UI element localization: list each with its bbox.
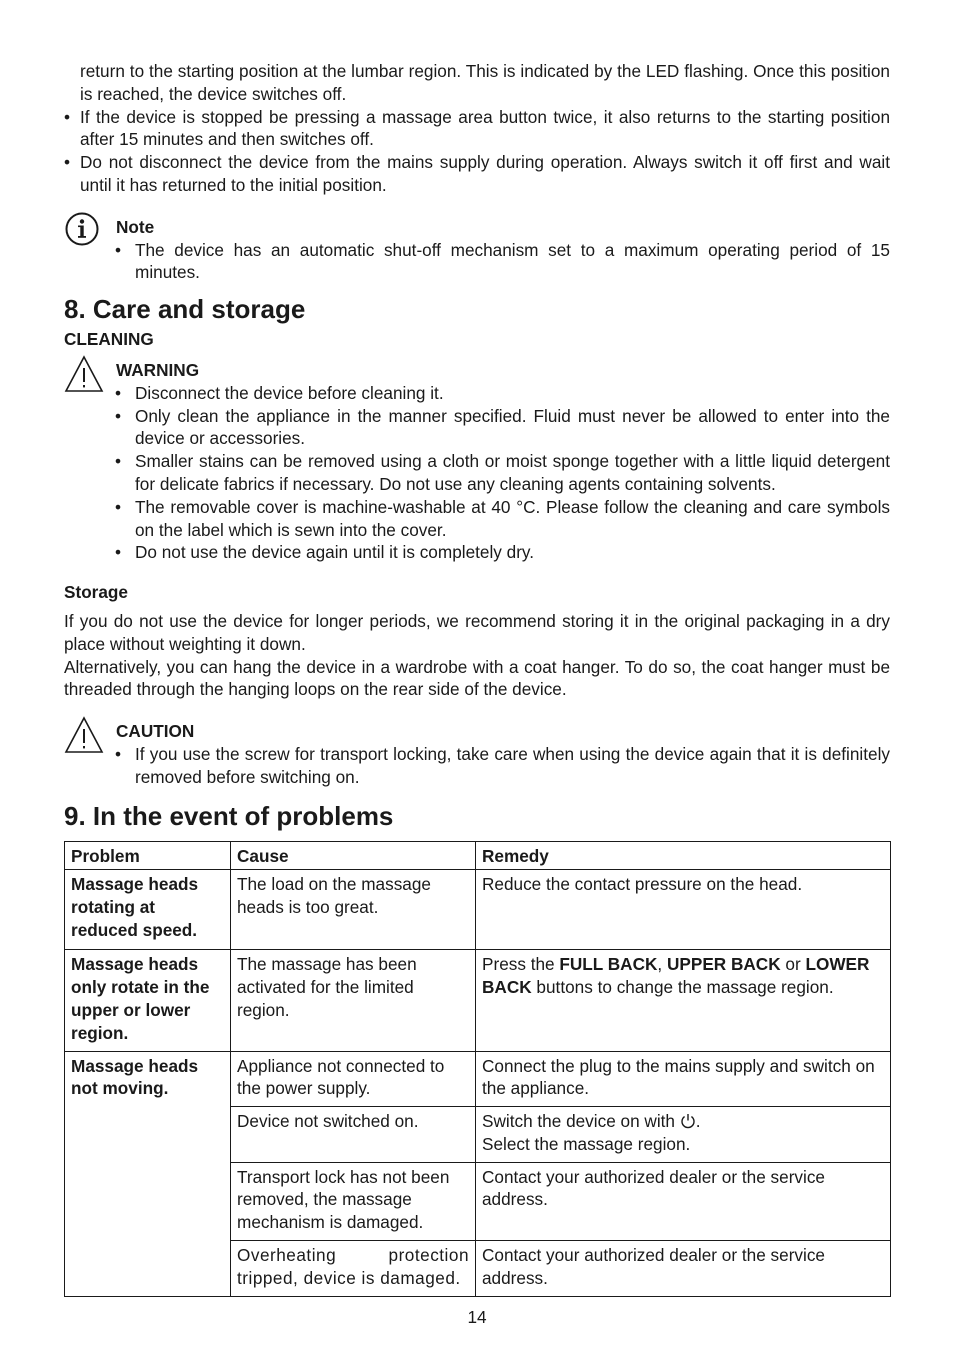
remedy-cell: Contact your authorized dealer or the service address. (476, 1241, 891, 1297)
storage-subheading: Storage (64, 582, 128, 603)
remedy-text: Switch the device on with (482, 1111, 675, 1132)
column-header-cause: Cause (231, 841, 476, 870)
info-icon (64, 211, 100, 247)
table-row (65, 1051, 891, 1107)
intro-bullet-list (64, 106, 890, 197)
section-8-heading: 8. Care and storage (64, 294, 306, 325)
page-number: 14 (467, 1307, 487, 1327)
remedy-text: buttons to change the massage region. (531, 977, 834, 998)
intro-bullet: • If the device is stopped be pressing a massage area button twice, it also returns to the starting position after 15 minutes and then switches off. (64, 106, 890, 152)
cause-cell: Overheating protection tripped, device is damaged. (231, 1241, 476, 1297)
upper-back-button-label: UPPER BACK (666, 954, 781, 975)
warning-bullet: • The removable cover is machine-washable at 40 °C. Please follow the cleaning and care symbols on the label which is sewn into the cover. (115, 496, 890, 542)
column-header-problem: Problem (65, 841, 231, 870)
remedy-text: Select the massage region. (482, 1133, 691, 1154)
column-header-remedy: Remedy (476, 841, 891, 870)
warning-bullet-list (115, 382, 890, 564)
intro-bullet: • Do not disconnect the device from the mains supply during operation. Always switch it off first and wait until it has returned to the initial position. (64, 151, 890, 197)
caution-bullet-list (115, 743, 890, 789)
problem-cell: Massage heads rotating at reduced speed. (65, 870, 231, 950)
remedy-text: , (657, 954, 667, 975)
remedy-text: or (780, 954, 806, 975)
lower-back-button-label: LOWER BACK (482, 954, 870, 998)
warning-bullet: • Do not use the device again until it is completely dry. (115, 541, 890, 564)
table-row (65, 950, 891, 1051)
cause-cell: Transport lock has not been removed, the massage mechanism is damaged. (231, 1162, 476, 1240)
remedy-cell: Connect the plug to the mains supply and switch on the appliance. (476, 1051, 891, 1107)
full-back-button-label: FULL BACK (559, 954, 658, 975)
remedy-cell: Contact your authorized dealer or the service address. (476, 1162, 891, 1240)
warning-bullet: • Disconnect the device before cleaning it. (115, 382, 890, 405)
note-box (64, 216, 890, 284)
warning-triangle-icon (64, 355, 104, 393)
cause-cell: The massage has been activated for the limited region. (231, 950, 476, 1051)
cause-cell: The load on the massage heads is too great. (231, 870, 476, 950)
problem-cell: Massage heads not moving. (65, 1051, 231, 1296)
warning-bullet: • Only clean the appliance in the manner specified. Fluid must never be allowed to enter into the device or accessories. (115, 405, 890, 451)
problems-table (64, 841, 891, 1297)
caution-box (64, 720, 890, 788)
remedy-cell (476, 950, 891, 1051)
warning-bullet: • Smaller stains can be removed using a cloth or moist sponge together with a little liquid detergent for delicate fabrics if necessary. Do not use any cleaning agents containing solvents. (115, 450, 890, 496)
problem-cell: Massage heads only rotate in the upper or lower region. (65, 950, 231, 1051)
storage-paragraph: If you do not use the device for longer periods, we recommend storing it in the original packaging in a dry place without weighting it down. (64, 610, 890, 654)
cause-cell: Appliance not connected to the power supply. (231, 1051, 476, 1107)
remedy-cell (476, 1107, 891, 1163)
remedy-text: Press the (482, 954, 560, 975)
caution-title: CAUTION (116, 721, 195, 742)
note-title: Note (116, 216, 155, 237)
page-content (64, 60, 890, 1297)
remedy-cell: Reduce the contact pressure on the head. (476, 870, 891, 950)
cleaning-subheading: CLEANING (64, 329, 154, 350)
section-9-heading: 9. In the event of problems (64, 800, 394, 831)
warning-box (64, 359, 890, 564)
caution-bullet: • If you use the screw for transport locking, take care when using the device again that it is definitely removed before switching on. (115, 743, 890, 789)
note-bullet: • The device has an automatic shut-off mechanism set to a maximum operating period of 15 minutes. (115, 239, 890, 285)
table-header-row (65, 841, 891, 870)
warning-title: WARNING (116, 359, 200, 380)
intro-continuation: return to the starting position at the lumbar region. This is indicated by the LED flashing. Once this position is reached, the device switches off. (80, 61, 890, 104)
note-bullet-list (115, 239, 890, 285)
storage-paragraph: Alternatively, you can hang the device in a wardrobe with a coat hanger. To do so, the coat hanger must be threaded through the hanging loops on the rear side of the device. (64, 656, 890, 700)
power-icon (680, 1113, 696, 1129)
table-row (65, 870, 891, 950)
caution-triangle-icon (64, 716, 104, 754)
remedy-text: . (695, 1111, 701, 1132)
cause-cell: Device not switched on. (231, 1107, 476, 1163)
